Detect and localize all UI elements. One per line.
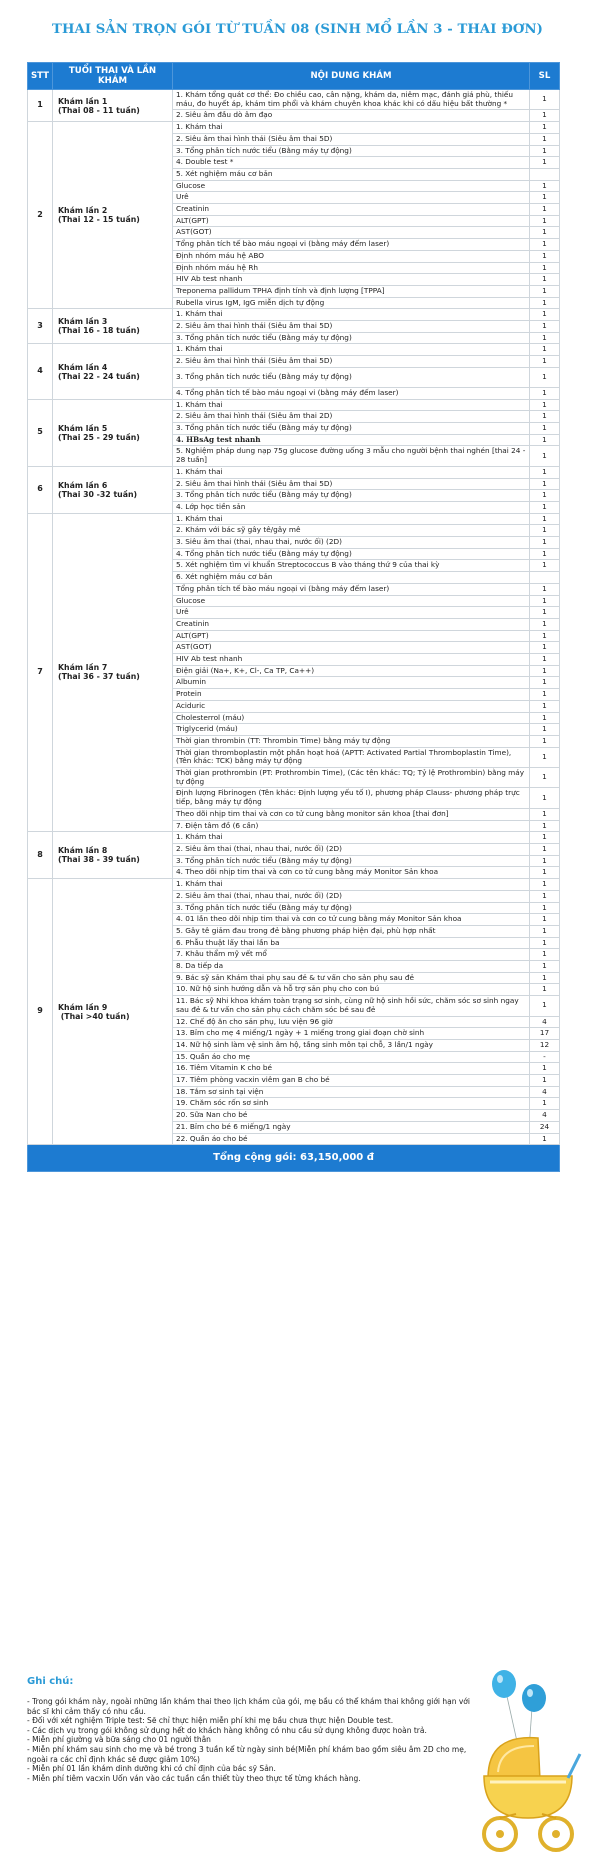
exam-item: Điện giải (Na+, K+, Cl-, Ca TP, Ca++): [173, 665, 530, 677]
note-line: - Miễn phí khám sau sinh cho mẹ và bé trong 3 tuần kể từ ngày sinh bé(Miễn phí khám bao gồm siêu âm 2D cho mẹ, ngoài ra các chỉ định khác sẽ được giảm 10%): [27, 1744, 467, 1764]
visit-label: Khám lần 7: [58, 663, 108, 673]
row-number: 7: [28, 513, 53, 832]
quantity: 1: [530, 890, 560, 902]
exam-item: Tổng phân tích tế bào máu ngoại vi (bằng máy đếm laser): [173, 583, 530, 595]
exam-item: Rubella virus IgM, IgG miễn dịch tự động: [173, 297, 530, 309]
gestational-age: (Thai 36 - 37 tuần): [58, 672, 140, 682]
exam-item: 2. Khám với bác sỹ gây tê/gây mê: [173, 525, 530, 537]
quantity: 1: [530, 879, 560, 891]
quantity: 1: [530, 961, 560, 973]
quantity: 1: [530, 110, 560, 122]
quantity: 1: [530, 630, 560, 642]
exam-item: 5. Xét nghiệm máu cơ bản: [173, 168, 530, 180]
visit-label: Khám lần 8: [58, 846, 108, 856]
table-row: [28, 879, 560, 891]
exam-item: 4. 01 lần theo dõi nhịp tim thai và cơn co tử cung bằng máy Monitor Sản khoa: [173, 914, 530, 926]
visit-label: Khám lần 1: [58, 96, 108, 106]
quantity: 1: [530, 618, 560, 630]
quantity: 1: [530, 972, 560, 984]
quantity: 1: [530, 501, 560, 513]
quantity: -: [530, 1051, 560, 1063]
quantity: 1: [530, 90, 560, 110]
quantity: 1: [530, 654, 560, 666]
table-row: [28, 466, 560, 478]
note-line: - Các dịch vụ trong gói không sử dụng hết do khách hàng không có nhu cầu sử dụng không được hoàn trả.: [27, 1725, 427, 1735]
exam-item: 4. Lớp học tiền sản: [173, 501, 530, 513]
quantity: 1: [530, 466, 560, 478]
quantity: 1: [530, 914, 560, 926]
quantity: 1: [530, 446, 560, 466]
baby-stroller-illustration: [468, 1668, 588, 1858]
table-row: [28, 344, 560, 356]
visit-label: Khám lần 4: [58, 362, 108, 372]
exam-item: 4. Tổng phân tích tế bào máu ngoại vi (bằng máy đếm laser): [173, 387, 530, 399]
quantity: 12: [530, 1039, 560, 1051]
quantity: 1: [530, 747, 560, 767]
exam-item: 20. Sữa Nan cho bé: [173, 1110, 530, 1122]
exam-item: 3. Tổng phân tích nước tiểu (Bằng máy tự động): [173, 490, 530, 502]
exam-item: 5. Xét nghiệm tìm vi khuẩn Streptococcus B vào tháng thứ 9 của thai kỳ: [173, 560, 530, 572]
exam-item: 2. Siêu âm thai hình thái (Siêu âm thai 5D): [173, 133, 530, 145]
quantity: 1: [530, 204, 560, 216]
gestational-age: (Thai 25 - 29 tuần): [58, 432, 140, 442]
quantity: 1: [530, 844, 560, 856]
exam-item: Treponema pallidum TPHA định tính và định lượng [TPPA]: [173, 285, 530, 297]
exam-item: Theo dõi nhịp tim thai và cơn co tử cung bằng monitor sản khoa [thai đơn]: [173, 808, 530, 820]
quantity: 1: [530, 677, 560, 689]
quantity: 1: [530, 867, 560, 879]
row-number: 1: [28, 90, 53, 122]
quantity: 1: [530, 321, 560, 333]
exam-item: Cholesterrol (máu): [173, 712, 530, 724]
header-content: NỘI DUNG KHÁM: [173, 63, 530, 90]
visit-label: Khám lần 9: [58, 1002, 108, 1012]
quantity: 1: [530, 399, 560, 411]
exam-item: Định nhóm máu hệ Rh: [173, 262, 530, 274]
quantity: 1: [530, 583, 560, 595]
exam-item: 6. Phẫu thuật lấy thai lần ba: [173, 937, 530, 949]
quantity: 1: [530, 157, 560, 169]
exam-item: Protein: [173, 689, 530, 701]
exam-item: 7. Điện tâm đồ (6 cần): [173, 820, 530, 832]
quantity: 1: [530, 808, 560, 820]
quantity: 1: [530, 227, 560, 239]
exam-item: 5. Nghiệm pháp dung nạp 75g glucose đường uống 3 mẫu cho người bệnh thai nghén [thai 24 - 28 tuần]: [173, 446, 530, 466]
exam-item: 22. Quần áo cho bé: [173, 1133, 530, 1145]
exam-item: AST(GOT): [173, 642, 530, 654]
exam-item: 1. Khám thai: [173, 309, 530, 321]
exam-item: 21. Bỉm cho bé 6 miếng/1 ngày: [173, 1121, 530, 1133]
exam-item: Creatinin: [173, 204, 530, 216]
notes-section: [27, 1676, 477, 1783]
exam-item: 12. Chế độ ăn cho sản phụ, lưu viện 96 giờ: [173, 1016, 530, 1028]
quantity: 1: [530, 925, 560, 937]
exam-item: 5. Gây tê giảm đau trong đẻ bằng phương pháp hiện đại, phù hợp nhất: [173, 925, 530, 937]
exam-item: Aciduric: [173, 700, 530, 712]
exam-item: Thời gian thrombin (TT: Thrombin Time) bằng máy tự động: [173, 735, 530, 747]
exam-item: 1. Khám thai: [173, 466, 530, 478]
exam-item: 4. HBsAg test nhanh: [173, 434, 530, 446]
notes-title: Ghi chú:: [27, 1676, 74, 1687]
gestational-age: (Thai 12 - 15 tuần): [58, 215, 140, 225]
quantity: 1: [530, 937, 560, 949]
header-visit: TUỔI THAI VÀ LẦN KHÁM: [53, 63, 173, 90]
exam-item: Tổng phân tích tế bào máu ngoại vi (bằng máy đếm laser): [173, 239, 530, 251]
quantity: 1: [530, 309, 560, 321]
quantity: 1: [530, 1133, 560, 1145]
exam-item: 18. Tắm sơ sinh tại viện: [173, 1086, 530, 1098]
quantity: 1: [530, 434, 560, 446]
exam-item: 2. Siêu âm đầu dò âm đạo: [173, 110, 530, 122]
table-row: [28, 309, 560, 321]
exam-item: 2. Siêu âm thai hình thái (Siêu âm thai 5D): [173, 478, 530, 490]
exam-item: 1. Khám thai: [173, 344, 530, 356]
quantity: 1: [530, 724, 560, 736]
exam-item: 9. Bác sỹ sản Khám thai phụ sau đẻ & tư vấn cho sản phụ sau đẻ: [173, 972, 530, 984]
row-number: 8: [28, 832, 53, 879]
note-line: - Đối với xét nghiệm Triple test: Sẽ chỉ thực hiện miễn phí khi mẹ bầu chưa thực hiện Double test.: [27, 1716, 394, 1726]
quantity: 1: [530, 192, 560, 204]
exam-item: 17. Tiêm phòng vacxin viêm gan B cho bé: [173, 1075, 530, 1087]
quantity: 1: [530, 735, 560, 747]
visit-label: Khám lần 5: [58, 423, 108, 433]
total-row: [28, 1145, 560, 1172]
row-number: 6: [28, 466, 53, 513]
exam-item: 1. Khám thai: [173, 832, 530, 844]
exam-item: AST(GOT): [173, 227, 530, 239]
exam-item: Định nhóm máu hệ ABO: [173, 250, 530, 262]
exam-item: HIV Ab test nhanh: [173, 274, 530, 286]
quantity: [530, 572, 560, 584]
row-number: 4: [28, 344, 53, 399]
quantity: 1: [530, 239, 560, 251]
visit-cell: [53, 466, 173, 513]
quantity: 1: [530, 984, 560, 996]
exam-item: 3. Tổng phân tích nước tiểu (Bằng máy tự động): [173, 332, 530, 344]
table-body: [28, 90, 560, 1145]
quantity: 1: [530, 1075, 560, 1087]
exam-item: 8. Da tiếp da: [173, 961, 530, 973]
exam-item: 3. Tổng phân tích nước tiểu (Bằng máy tự động): [173, 145, 530, 157]
visit-cell: [53, 832, 173, 879]
exam-item: 16. Tiêm Vitamin K cho bé: [173, 1063, 530, 1075]
exam-item: 3. Tổng phân tích nước tiểu (Bằng máy tự động): [173, 422, 530, 434]
quantity: 1: [530, 689, 560, 701]
exam-item: Urê: [173, 192, 530, 204]
total-price: Tổng cộng gói: 63,150,000 đ: [28, 1145, 560, 1172]
quantity: 1: [530, 548, 560, 560]
exam-item: 14. Nữ hộ sinh làm vệ sinh âm hộ, tầng sinh môn tại chỗ, 3 lần/1 ngày: [173, 1039, 530, 1051]
quantity: 1: [530, 215, 560, 227]
quantity: 1: [530, 1098, 560, 1110]
quantity: 1: [530, 560, 560, 572]
quantity: 1: [530, 607, 560, 619]
quantity: 1: [530, 422, 560, 434]
gestational-age: (Thai 30 -32 tuần): [58, 489, 138, 499]
visit-cell: [53, 90, 173, 122]
table-row: [28, 90, 560, 110]
quantity: 1: [530, 595, 560, 607]
visit-cell: [53, 513, 173, 832]
exam-item: ALT(GPT): [173, 630, 530, 642]
exam-item: 7. Khâu thẩm mỹ vết mổ: [173, 949, 530, 961]
exam-item: 1. Khám thai: [173, 122, 530, 134]
exam-item: 2. Siêu âm thai (thai, nhau thai, nước ối) (2D): [173, 844, 530, 856]
visit-cell: [53, 344, 173, 399]
quantity: 4: [530, 1110, 560, 1122]
visit-cell: [53, 122, 173, 309]
exam-item: 6. Xét nghiệm máu cơ bản: [173, 572, 530, 584]
quantity: 1: [530, 820, 560, 832]
table-header-row: [28, 63, 560, 90]
exam-item: Glucose: [173, 595, 530, 607]
quantity: 1: [530, 490, 560, 502]
table-row: [28, 399, 560, 411]
quantity: 1: [530, 387, 560, 399]
exam-item: Thời gian thromboplastin một phần hoạt hoá (APTT: Activated Partial Thromboplastin Time), (Tên khác: TCK) bằng máy tự động: [173, 747, 530, 767]
header-quantity: SL: [530, 63, 560, 90]
quantity: 4: [530, 1016, 560, 1028]
gestational-age: (Thai >40 tuần): [58, 1011, 130, 1021]
quantity: 1: [530, 642, 560, 654]
quantity: 1: [530, 367, 560, 387]
quantity: 24: [530, 1121, 560, 1133]
quantity: 1: [530, 525, 560, 537]
quantity: 17: [530, 1028, 560, 1040]
quantity: 1: [530, 537, 560, 549]
quantity: 1: [530, 513, 560, 525]
exam-item: 1. Khám thai: [173, 399, 530, 411]
quantity: 1: [530, 145, 560, 157]
table-row: [28, 832, 560, 844]
visit-cell: [53, 309, 173, 344]
exam-item: Albumin: [173, 677, 530, 689]
visit-label: Khám lần 2: [58, 206, 108, 216]
exam-item: 1. Khám thai: [173, 513, 530, 525]
quantity: 1: [530, 344, 560, 356]
quantity: 1: [530, 768, 560, 788]
quantity: 1: [530, 700, 560, 712]
visit-label: Khám lần 6: [58, 480, 108, 490]
quantity: 1: [530, 122, 560, 134]
note-line: - Miễn phí 01 lần khám dinh dưỡng khi có chỉ định của bác sỹ Sản.: [27, 1764, 276, 1774]
quantity: 1: [530, 285, 560, 297]
exam-item: 4. Double test *: [173, 157, 530, 169]
visit-label: Khám lần 3: [58, 317, 108, 327]
exam-item: Triglycerid (máu): [173, 724, 530, 736]
note-line: - Miễn phí tiêm vacxin Uốn ván vào các tuần cần thiết tùy theo thực tế từng khách hàng.: [27, 1773, 361, 1783]
quantity: 1: [530, 902, 560, 914]
exam-item: 11. Bác sỹ Nhi khoa khám toàn trạng sơ sinh, cùng nữ hộ sinh hồi sức, chăm sóc sơ sinh ngay sau đẻ & tư vấn cho sản phụ cách chăm sóc bé sau đẻ: [173, 996, 530, 1016]
quantity: 1: [530, 832, 560, 844]
quantity: 1: [530, 665, 560, 677]
quantity: [530, 168, 560, 180]
gestational-age: (Thai 22 - 24 tuần): [58, 371, 140, 381]
quantity: 1: [530, 1063, 560, 1075]
exam-item: Định lượng Fibrinogen (Tên khác: Định lượng yếu tố I), phương pháp Clauss- phương pháp trực tiếp, bằng máy tự động: [173, 788, 530, 808]
table-row: [28, 513, 560, 525]
exam-item: 1. Khám tổng quát cơ thể: Đo chiều cao, cân nặng, khám da, niêm mạc, đánh giá phù, thiếu máu, đo huyết áp, khám tim phổi và khám chuyên khoa khác khi có dấu hiệu bất thường *: [173, 90, 530, 110]
quantity: 1: [530, 133, 560, 145]
exam-item: 19. Chăm sóc rốn sơ sinh: [173, 1098, 530, 1110]
exam-item: 10. Nữ hộ sinh hướng dẫn và hỗ trợ sản phụ cho con bú: [173, 984, 530, 996]
quantity: 1: [530, 262, 560, 274]
quantity: 1: [530, 250, 560, 262]
exam-item: Glucose: [173, 180, 530, 192]
quantity: 1: [530, 996, 560, 1016]
quantity: 1: [530, 411, 560, 423]
header-stt: STT: [28, 63, 53, 90]
quantity: 1: [530, 855, 560, 867]
note-line: - Miễn phí giường và bữa sáng cho 01 người thân: [27, 1735, 211, 1745]
visit-cell: [53, 879, 173, 1145]
quantity: 1: [530, 332, 560, 344]
quantity: 1: [530, 478, 560, 490]
note-line: - Trong gói khám này, ngoài những lần khám thai theo lịch khám của gói, mẹ bầu có thể khám thai không giới hạn với bác sĩ khi cảm thấy có nhu cầu.: [27, 1697, 470, 1716]
gestational-age: (Thai 08 - 11 tuần): [58, 105, 140, 115]
exam-item: 4. Theo dõi nhịp tim thai và cơn co tử cung bằng máy Monitor Sản khoa: [173, 867, 530, 879]
row-number: 9: [28, 879, 53, 1145]
gestational-age: (Thai 38 - 39 tuần): [58, 855, 140, 865]
notes-list: [27, 1697, 477, 1783]
quantity: 1: [530, 274, 560, 286]
exam-item: ALT(GPT): [173, 215, 530, 227]
quantity: 1: [530, 356, 560, 368]
exam-item: 2. Siêu âm thai (thai, nhau thai, nước ối) (2D): [173, 890, 530, 902]
quantity: 1: [530, 788, 560, 808]
gestational-age: (Thai 16 - 18 tuần): [58, 326, 140, 336]
quantity: 1: [530, 297, 560, 309]
package-table: [27, 62, 560, 1172]
exam-item: Thời gian prothrombin (PT: Prothrombin Time), (Các tên khác: TQ; Tỷ lệ Prothrombin) bằng máy tự động: [173, 768, 530, 788]
exam-item: 2. Siêu âm thai hình thái (Siêu âm thai 5D): [173, 356, 530, 368]
exam-item: 1. Khám thai: [173, 879, 530, 891]
exam-item: 3. Tổng phân tích nước tiểu (Bằng máy tự động): [173, 367, 530, 387]
exam-item: 2. Siêu âm thai hình thái (Siêu âm thai 5D): [173, 321, 530, 333]
exam-item: 15. Quần áo cho mẹ: [173, 1051, 530, 1063]
exam-item: 2. Siêu âm thai hình thái (Siêu âm thai 2D): [173, 411, 530, 423]
quantity: 1: [530, 712, 560, 724]
visit-cell: [53, 399, 173, 466]
exam-item: 4. Tổng phân tích nước tiểu (Bằng máy tự động): [173, 548, 530, 560]
row-number: 2: [28, 122, 53, 309]
quantity: 1: [530, 949, 560, 961]
row-number: 3: [28, 309, 53, 344]
exam-item: HIV Ab test nhanh: [173, 654, 530, 666]
quantity: 1: [530, 180, 560, 192]
page-title: THAI SẢN TRỌN GÓI TỪ TUẦN 08 (SINH MỔ LẦN 3 - THAI ĐƠN): [52, 22, 543, 37]
table-row: [28, 122, 560, 134]
exam-item: Creatinin: [173, 618, 530, 630]
exam-item: 13. Bỉm cho mẹ 4 miếng/1 ngày + 1 miếng trong giai đoạn chờ sinh: [173, 1028, 530, 1040]
exam-item: 3. Tổng phân tích nước tiểu (Bằng máy tự động): [173, 902, 530, 914]
exam-item: 3. Tổng phân tích nước tiểu (Bằng máy tự động): [173, 855, 530, 867]
quantity: 4: [530, 1086, 560, 1098]
exam-item: Urê: [173, 607, 530, 619]
exam-item: 3. Siêu âm thai (thai, nhau thai, nước ối) (2D): [173, 537, 530, 549]
row-number: 5: [28, 399, 53, 466]
